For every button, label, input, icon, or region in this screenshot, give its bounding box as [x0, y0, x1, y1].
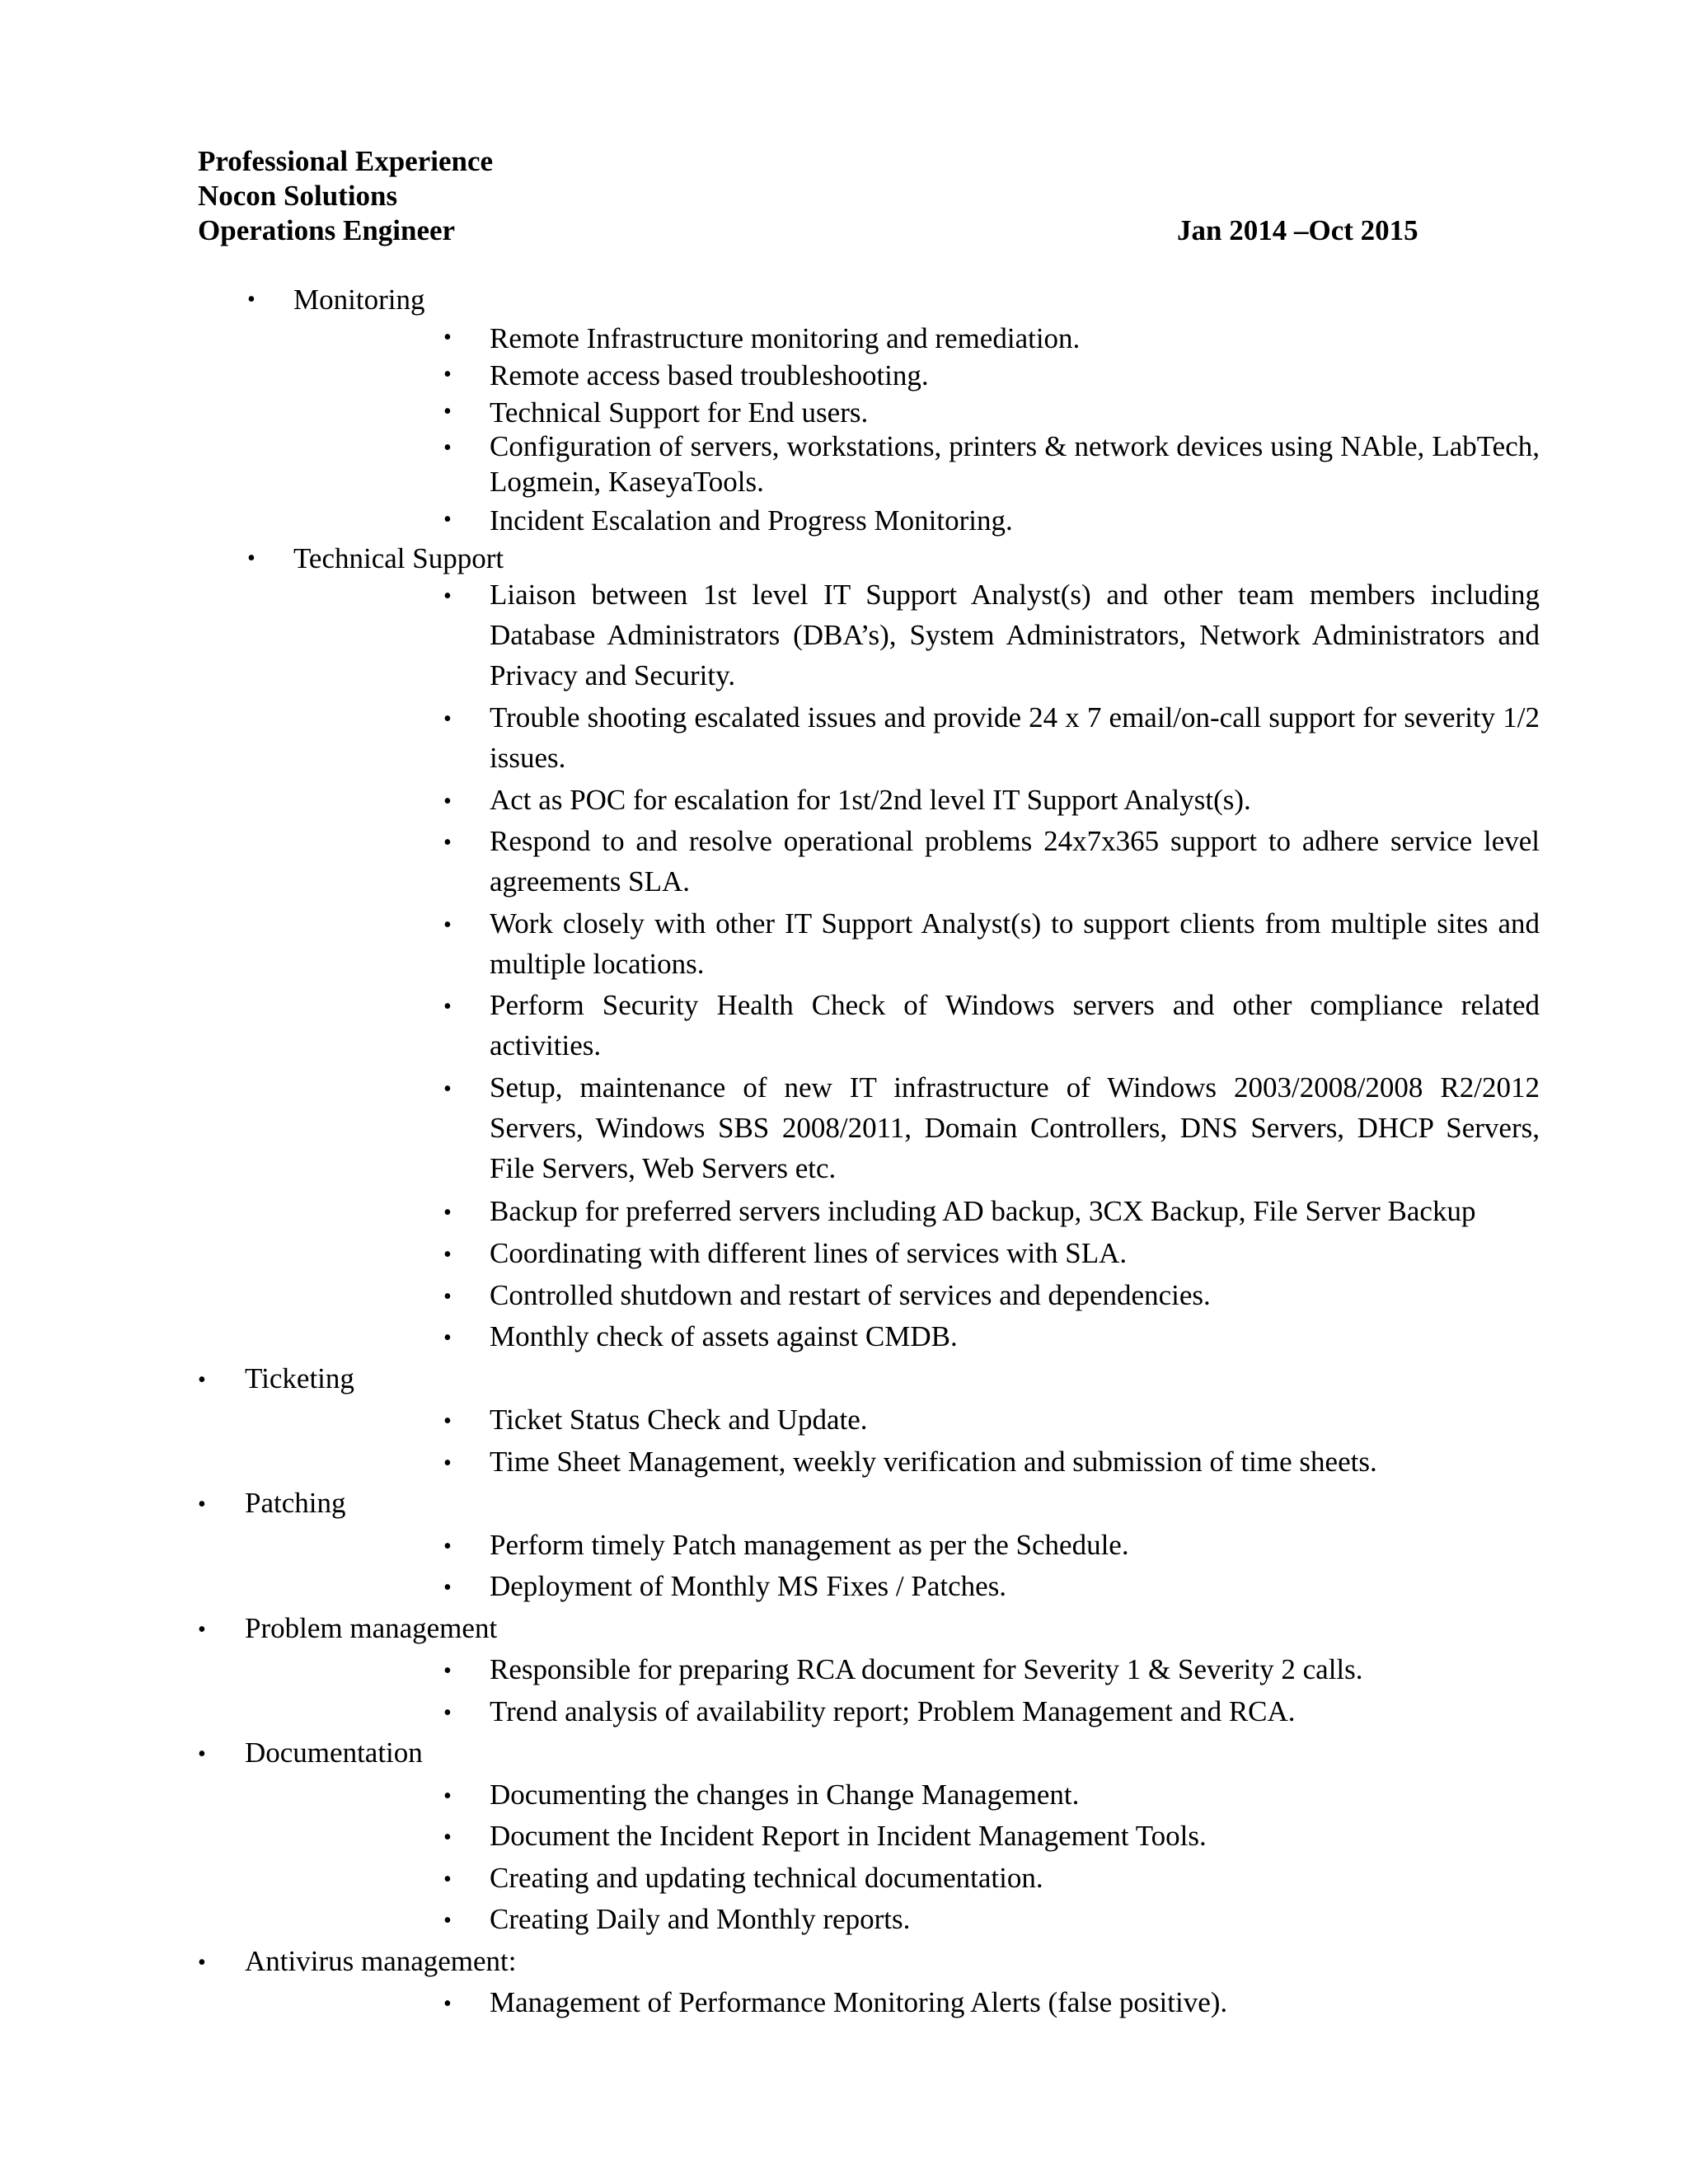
group-label-documentation: Documentation — [245, 1736, 423, 1769]
item-bullet: • — [443, 1284, 452, 1310]
item-bullet: • — [443, 912, 452, 938]
list-item: Trouble shooting escalated issues and provide 24 x 7 email/on-call support for severity 1/2 issues. — [490, 701, 1540, 774]
group-bullet: • — [198, 1367, 206, 1393]
list-item: Creating Daily and Monthly reports. — [490, 1903, 911, 1935]
list-item: Remote Infrastructure monitoring and remediation. — [490, 322, 1081, 354]
item-bullet: • — [443, 1325, 452, 1351]
list-item: Act as POC for escalation for 1st/2nd level IT Support Analyst(s). — [490, 784, 1251, 816]
list-item: Trend analysis of availability report; Problem Management and RCA. — [490, 1695, 1296, 1727]
list-item: Backup for preferred servers including AD backup, 3CX Backup, File Server Backup — [490, 1195, 1476, 1227]
list-item: Time Sheet Management, weekly verification and submission of time sheets. — [490, 1446, 1377, 1478]
list-item: Liaison between 1st level IT Support Analyst(s) and other team members including Database Administrators (DBA’s), System Administrators, Network Administrators and Privacy and Security. — [490, 579, 1540, 691]
item-bullet: • — [443, 1867, 452, 1892]
item-bullet: • — [443, 1991, 452, 2017]
list-item: Perform timely Patch management as per the Schedule. — [490, 1529, 1129, 1561]
list-item: Respond to and resolve operational problems 24x7x365 support to adhere service level agreements SLA. — [490, 825, 1540, 898]
list-item: Incident Escalation and Progress Monitoring. — [490, 504, 1013, 537]
item-bullet: • — [443, 1076, 452, 1102]
group-bullet: • — [198, 1492, 206, 1517]
item-bullet: • — [443, 1700, 452, 1726]
employment-dates: Jan 2014 –Oct 2015 — [1177, 214, 1418, 246]
item-bullet: • — [443, 1534, 452, 1559]
group-label-ticketing: Ticketing — [245, 1362, 354, 1394]
item-bullet: • — [443, 1408, 452, 1434]
group-label-monitoring: Monitoring — [293, 284, 425, 316]
item-bullet: • — [443, 399, 452, 424]
group-bullet: • — [247, 287, 256, 312]
item-bullet: • — [443, 435, 452, 461]
group-bullet: • — [247, 546, 256, 571]
list-item: Monthly check of assets against CMDB. — [490, 1320, 958, 1352]
list-item: Responsible for preparing RCA document for Severity 1 & Severity 2 calls. — [490, 1653, 1363, 1685]
item-bullet: • — [443, 994, 452, 1019]
item-bullet: • — [443, 325, 452, 350]
item-bullet: • — [443, 1242, 452, 1268]
group-label-patching: Patching — [245, 1487, 346, 1519]
item-bullet: • — [443, 1575, 452, 1601]
list-item: Technical Support for End users. — [490, 396, 869, 429]
list-item: Management of Performance Monitoring Alerts (false positive). — [490, 1986, 1228, 2018]
list-item: Configuration of servers, workstations, printers & network devices using NAble, LabTech, Logmein, KaseyaTools. — [490, 430, 1540, 498]
item-bullet: • — [443, 1783, 452, 1809]
company-name: Nocon Solutions — [198, 180, 398, 212]
list-item: Document the Incident Report in Incident Management Tools. — [490, 1820, 1207, 1852]
list-item: Deployment of Monthly MS Fixes / Patches. — [490, 1570, 1007, 1602]
group-label-antivirus-management: Antivirus management: — [245, 1945, 517, 1977]
item-bullet: • — [443, 507, 452, 532]
list-item: Setup, maintenance of new IT infrastructure of Windows 2003/2008/2008 R2/2012 Servers, Windows SBS 2008/2011, Domain Controllers, DNS Servers, DHCP Servers, File Servers, Web Servers etc. — [490, 1071, 1540, 1184]
item-bullet: • — [443, 1908, 452, 1933]
group-label-problem-management: Problem management — [245, 1612, 498, 1644]
item-bullet: • — [443, 1200, 452, 1226]
list-item: Coordinating with different lines of services with SLA. — [490, 1237, 1128, 1269]
list-item: Controlled shutdown and restart of services and dependencies. — [490, 1279, 1211, 1311]
item-bullet: • — [443, 1451, 452, 1476]
item-bullet: • — [443, 583, 452, 609]
item-bullet: • — [443, 830, 452, 855]
job-title: Operations Engineer — [198, 214, 456, 246]
group-bullet: • — [198, 1950, 206, 1975]
list-item: Creating and updating technical documentation. — [490, 1862, 1043, 1894]
list-item: Perform Security Health Check of Windows servers and other compliance related activities. — [490, 989, 1540, 1062]
group-label-technical-support: Technical Support — [293, 542, 504, 574]
section-title: Professional Experience — [198, 145, 494, 177]
item-bullet: • — [443, 789, 452, 814]
list-item: Work closely with other IT Support Analyst(s) to support clients from multiple sites and multiple locations. — [490, 907, 1540, 980]
item-bullet: • — [443, 1825, 452, 1850]
list-item: Documenting the changes in Change Management. — [490, 1779, 1080, 1811]
item-bullet: • — [443, 1658, 452, 1684]
item-bullet: • — [443, 362, 452, 387]
group-bullet: • — [198, 1617, 206, 1643]
list-item: Ticket Status Check and Update. — [490, 1404, 868, 1436]
list-item: Remote access based troubleshooting. — [490, 359, 929, 391]
group-bullet: • — [198, 1741, 206, 1767]
item-bullet: • — [443, 706, 452, 732]
